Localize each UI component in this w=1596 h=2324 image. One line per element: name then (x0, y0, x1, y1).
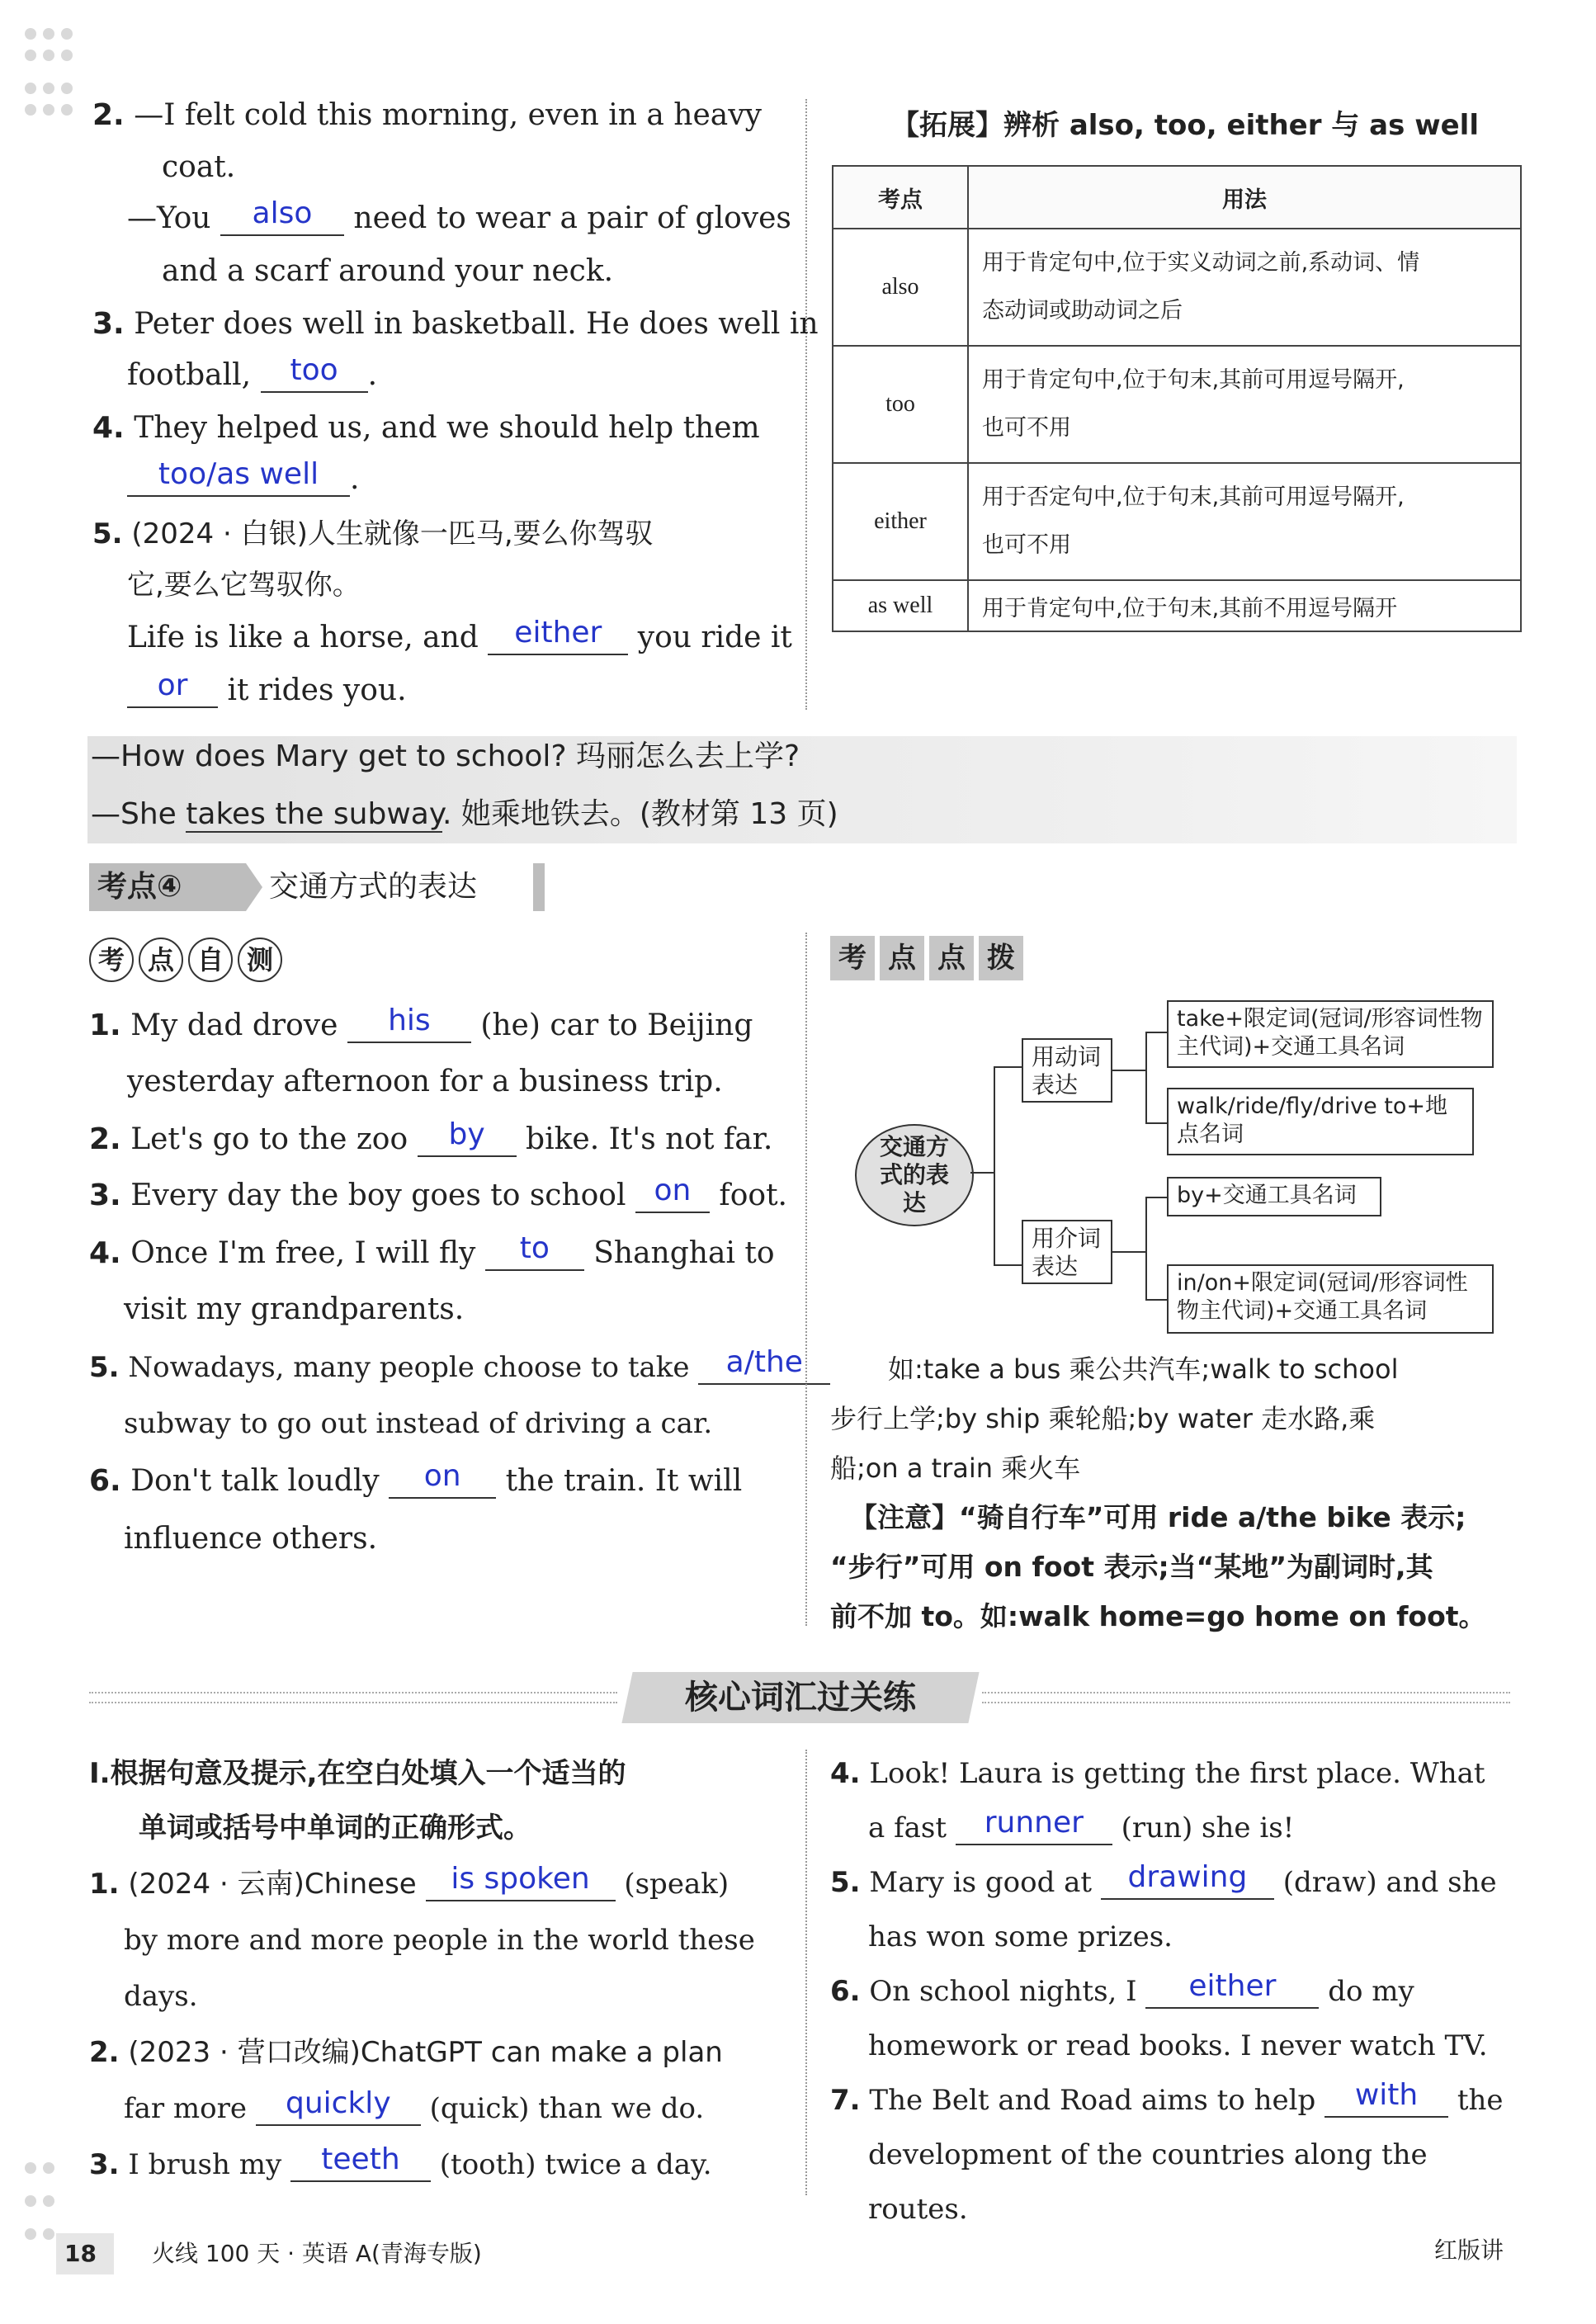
connector (1145, 1122, 1167, 1124)
connector (1112, 1070, 1145, 1071)
connector (994, 1264, 1022, 1266)
answer-blank[interactable]: a/the (698, 1347, 830, 1385)
answer-blank[interactable]: drawing (1101, 1862, 1274, 1900)
connector (1145, 1032, 1147, 1122)
answer-blank[interactable]: is spoken (426, 1863, 616, 1901)
question-number: 5. (92, 517, 123, 550)
column-divider-top (805, 99, 807, 710)
banner-question: —How does Mary get to school? 玛丽怎么去上学? (91, 739, 800, 773)
mindmap-leaf-take: take+限定词(冠词/形容词性物主代词)+交通工具名词 (1167, 1000, 1494, 1068)
answer-blank[interactable]: teeth (290, 2144, 431, 2182)
core-title-rule-right (982, 1692, 1510, 1703)
kaodian-tag-arrow (246, 863, 262, 911)
question-number: 4. (92, 411, 125, 445)
tips-note: 前不加 to。如:walk home=go home on foot。 (830, 1600, 1486, 1632)
answer-blank[interactable]: quickly (256, 2088, 421, 2126)
answer-blank[interactable]: either (488, 617, 628, 655)
connector (1145, 1299, 1167, 1301)
answer-blank[interactable]: also (220, 198, 344, 236)
answer-blank[interactable]: by (418, 1119, 517, 1157)
mindmap-branch-prep: 用介词表达 (1022, 1220, 1112, 1284)
column-divider-bottom (805, 1750, 807, 2195)
mindmap-leaf-in-on: in/on+限定词(冠词/形容词性物主代词)+交通工具名词 (1167, 1264, 1494, 1334)
answer-blank[interactable]: with (1324, 2080, 1448, 2118)
answer-blank[interactable]: or (127, 670, 218, 708)
mindmap-leaf-walk: walk/ride/fly/drive to+地点名词 (1167, 1088, 1474, 1155)
connector (994, 1066, 995, 1264)
question-number: 2. (92, 98, 125, 132)
connector (1112, 1251, 1145, 1253)
mindmap-branch-verb: 用动词表达 (1022, 1038, 1112, 1103)
answer-blank[interactable]: runner (956, 1807, 1112, 1845)
extension-title: 【拓展】辨析 also, too, either 与 as well (891, 109, 1479, 142)
answer-blank[interactable]: too/as well (127, 459, 350, 497)
core-instruction: Ⅰ.根据句意及提示,在空白处填入一个适当的 (89, 1757, 626, 1790)
table-row: too 用于肯定句中,位于句末,其前可用逗号隔开, 也可不用 (833, 346, 1521, 463)
connector (1145, 1032, 1167, 1033)
kaodian-title: 交通方式的表达 (269, 870, 478, 904)
answer-blank[interactable]: his (347, 1005, 471, 1043)
tips-note: 【注意】“骑自行车”可用 ride a/the bike 表示; (850, 1501, 1466, 1533)
table-row: either 用于否定句中,位于句末,其前可用逗号隔开, 也可不用 (833, 463, 1521, 580)
answer-blank[interactable]: either (1145, 1971, 1319, 2009)
banner-answer: —She takes the subway. 她乘地铁去。(教材第 13 页) (91, 797, 838, 831)
kaodian-bar (533, 863, 545, 911)
answer-blank[interactable]: on (635, 1175, 710, 1213)
connector (1145, 1197, 1167, 1198)
mindmap-leaf-by: by+交通工具名词 (1167, 1177, 1381, 1216)
table-row: also 用于肯定句中,位于实义动词之前,系动词、情 态动词或助动词之后 (833, 229, 1521, 346)
page-number: 18 (64, 2240, 97, 2267)
answer-blank[interactable]: on (389, 1461, 496, 1499)
mindmap-root: 交通方式的表达 (855, 1124, 974, 1226)
usage-table (832, 165, 1522, 632)
answer-blank[interactable]: to (485, 1233, 584, 1271)
column-divider-middle (805, 933, 807, 1626)
table-header: 考点 (833, 166, 968, 229)
connector (1145, 1197, 1147, 1299)
book-title: 火线 100 天 · 英语 A(青海专版) (152, 2240, 482, 2267)
tips-example: 如:take a bus 乘公共汽车;walk to school (888, 1353, 1399, 1385)
answer-blank[interactable]: too (261, 355, 368, 393)
tips-example: 船;on a train 乘火车 (830, 1452, 1081, 1484)
footer-right-label: 红版讲 (1434, 2237, 1504, 2264)
core-title: 核心词汇过关练 (685, 1679, 916, 1717)
core-title-rule-left (89, 1692, 617, 1703)
connector (994, 1066, 1022, 1068)
tips-note: “步行”可用 on foot 表示;当“某地”为副词时,其 (830, 1551, 1433, 1583)
core-instruction: 单词或括号中单词的正确形式。 (139, 1811, 531, 1845)
table-row: as well 用于肯定句中,位于句末,其前不用逗号隔开 (833, 580, 1521, 631)
kaodian-tag: 考点④ (89, 863, 246, 911)
connector (970, 1172, 994, 1174)
table-header: 用法 (968, 166, 1521, 229)
tips-example: 步行上学;by ship 乘轮船;by water 走水路,乘 (830, 1403, 1376, 1434)
question-number: 3. (92, 307, 125, 341)
